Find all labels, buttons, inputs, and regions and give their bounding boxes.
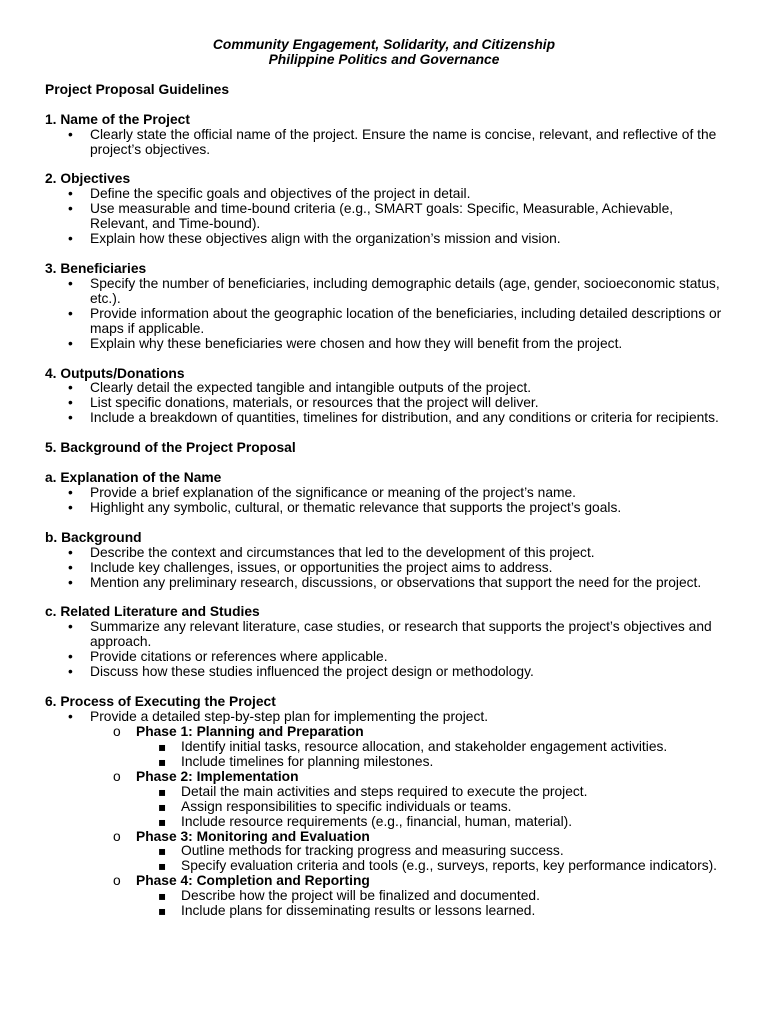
square-marker: ▪ — [158, 754, 167, 769]
sub-list-item-text: Assign responsibilities to specific individuals or teams. — [181, 798, 512, 814]
list-item-text: Provide a brief explanation of the significance or meaning of the project’s name. — [90, 485, 576, 501]
phase-title: Phase 1: Planning and Preparation — [136, 723, 364, 739]
sub-list-item — [0, 800, 768, 815]
sub-bullet-list — [0, 785, 768, 830]
phase-item — [0, 874, 768, 919]
bullet-marker: • — [68, 559, 73, 575]
list-item — [0, 381, 768, 396]
subsection-explanation-of-the-name — [0, 471, 768, 516]
list-item-text: Highlight any symbolic, cultural, or thematic relevance that supports the project’s goals. — [90, 499, 622, 515]
list-item — [0, 411, 768, 426]
square-marker: ▪ — [158, 844, 167, 859]
bullet-list — [0, 381, 768, 426]
section-outputs-donations — [0, 367, 768, 427]
bullet-marker: • — [68, 574, 73, 590]
subsection-heading: b. Background — [45, 529, 142, 545]
list-item — [0, 187, 768, 202]
section-heading: 3. Beneficiaries — [45, 261, 147, 276]
list-item — [0, 128, 768, 158]
sub-list-item-text: Describe how the project will be finalized and documented. — [181, 888, 540, 904]
phase-title-row — [0, 874, 768, 889]
bullet-list — [0, 620, 768, 680]
phase-title: Phase 2: Implementation — [136, 768, 299, 784]
phase-title-row — [0, 830, 768, 845]
bullet-marker: • — [68, 126, 73, 142]
phase-title: Phase 3: Monitoring and Evaluation — [136, 828, 370, 844]
list-item — [0, 307, 768, 337]
circle-marker: o — [113, 723, 121, 739]
bullet-list — [0, 277, 768, 352]
section-objectives — [0, 172, 768, 247]
subsection-heading: a. Explanation of the Name — [45, 470, 222, 486]
bullet-marker: • — [68, 395, 73, 411]
sub-list-item — [0, 785, 768, 800]
list-item — [0, 561, 768, 576]
bullet-marker: • — [68, 380, 73, 396]
sub-list-item-text: Include resource requirements (e.g., financial, human, material). — [181, 813, 573, 829]
section-heading: 1. Name of the Project — [45, 111, 190, 127]
list-item — [0, 710, 768, 725]
list-item-text: Use measurable and time-bound criteria (e.g., SMART goals: Specific, Measurable, Achievable, Relevant, and Time-bound). — [90, 201, 674, 232]
square-marker: ▪ — [158, 859, 167, 874]
section-background-of-proposal — [0, 441, 768, 680]
sub-list-item-text: Identify initial tasks, resource allocation, and stakeholder engagement activities. — [181, 738, 668, 754]
list-item-text: Mention any preliminary research, discussions, or observations that support the need for the project. — [90, 574, 702, 590]
list-item-text: Provide information about the geographic location of the beneficiaries, including detailed descriptions or maps if applicable. — [90, 305, 722, 336]
list-item-text: Provide a detailed step-by-step plan for implementing the project. — [90, 709, 489, 725]
section-heading: 2. Objectives — [45, 171, 131, 187]
sub-list-item — [0, 889, 768, 904]
circle-marker: o — [113, 828, 121, 844]
phase-title-row — [0, 770, 768, 785]
list-item-text: Describe the context and circumstances that led to the development of this project. — [90, 544, 595, 560]
phase-list — [0, 725, 768, 919]
bullet-marker: • — [68, 649, 73, 665]
square-marker: ▪ — [158, 739, 167, 754]
list-item-text: Summarize any relevant literature, case studies, or research that supports the project’s objectives and approach. — [90, 619, 712, 650]
bullet-list — [0, 710, 768, 725]
sub-bullet-list — [0, 740, 768, 770]
section-heading: 4. Outputs/Donations — [45, 365, 185, 381]
square-marker: ▪ — [158, 889, 167, 904]
list-item-text: Clearly state the official name of the project. Ensure the name is concise, relevant, and reflective of the project’s objectives. — [90, 126, 717, 157]
circle-marker: o — [113, 873, 121, 889]
list-item — [0, 337, 768, 352]
square-marker: ▪ — [158, 904, 167, 919]
circle-marker: o — [113, 768, 121, 784]
bullet-marker: • — [68, 485, 73, 501]
list-item-text: Explain how these objectives align with the organization’s mission and vision. — [90, 231, 561, 247]
sub-bullet-list — [0, 844, 768, 874]
sub-list-item-text: Specify evaluation criteria and tools (e.g., surveys, reports, key performance indicators). — [181, 858, 718, 874]
list-item — [0, 650, 768, 665]
section-name-of-the-project — [0, 113, 768, 158]
list-item — [0, 232, 768, 247]
bullet-marker: • — [68, 664, 73, 680]
list-item — [0, 277, 768, 307]
sub-list-item-text: Include timelines for planning milestones. — [181, 753, 434, 769]
list-item — [0, 202, 768, 232]
sub-list-item — [0, 859, 768, 874]
sub-list-item-text: Detail the main activities and steps required to execute the project. — [181, 783, 588, 799]
list-item-text: Include key challenges, issues, or opportunities the project aims to address. — [90, 559, 553, 575]
sub-list-item — [0, 755, 768, 770]
sub-list-item — [0, 904, 768, 919]
bullet-marker: • — [68, 186, 73, 202]
bullet-marker: • — [68, 335, 73, 351]
sub-bullet-list — [0, 889, 768, 919]
list-item-text: Discuss how these studies influenced the project design or methodology. — [90, 664, 534, 680]
list-item — [0, 396, 768, 411]
bullet-list — [0, 486, 768, 516]
sub-list-item — [0, 815, 768, 830]
list-item-text: Include a breakdown of quantities, timelines for distribution, and any conditions or criteria for recipients. — [90, 410, 719, 426]
square-marker: ▪ — [158, 799, 167, 814]
subsection-related-literature — [0, 605, 768, 680]
list-item-text: List specific donations, materials, or resources that the project will deliver. — [90, 395, 539, 411]
section-beneficiaries — [0, 262, 768, 352]
document-title: Project Proposal Guidelines — [45, 81, 230, 97]
bullet-marker: • — [68, 305, 73, 321]
square-marker: ▪ — [158, 814, 167, 829]
bullet-list — [0, 187, 768, 247]
subsection-background — [0, 531, 768, 591]
list-item — [0, 501, 768, 516]
bullet-marker: • — [68, 619, 73, 635]
sub-list-item-text: Include plans for disseminating results or lessons learned. — [181, 903, 536, 919]
list-item — [0, 665, 768, 680]
subsection-heading: c. Related Literature and Studies — [45, 604, 260, 620]
course-title: Community Engagement, Solidarity, and Citizenship — [212, 37, 556, 52]
section-process-of-executing — [0, 695, 768, 919]
bullet-marker: • — [68, 275, 73, 291]
section-heading: 6. Process of Executing the Project — [45, 694, 276, 710]
phase-item — [0, 830, 768, 875]
phase-title: Phase 4: Completion and Reporting — [136, 873, 370, 889]
bullet-marker: • — [68, 544, 73, 560]
list-item-text: Clearly detail the expected tangible and intangible outputs of the project. — [90, 380, 532, 396]
bullet-marker: • — [68, 709, 73, 725]
section-heading: 5. Background of the Project Proposal — [45, 440, 296, 456]
phase-title-row — [0, 725, 768, 740]
bullet-marker: • — [68, 499, 73, 515]
phase-item — [0, 725, 768, 770]
list-item-text: Provide citations or references where applicable. — [90, 649, 388, 665]
bullet-list — [0, 128, 768, 158]
sub-list-item — [0, 740, 768, 755]
phase-item — [0, 770, 768, 830]
list-item-text: Specify the number of beneficiaries, including demographic details (age, gender, socioeconomic status, etc.). — [90, 275, 720, 306]
bullet-marker: • — [68, 410, 73, 426]
list-item-text: Define the specific goals and objectives of the project in detail. — [90, 186, 471, 202]
sub-list-item — [0, 844, 768, 859]
list-item — [0, 576, 768, 591]
list-item — [0, 486, 768, 501]
subject-title: Philippine Politics and Governance — [268, 51, 500, 67]
document-header — [0, 38, 768, 68]
square-marker: ▪ — [158, 784, 167, 799]
bullet-marker: • — [68, 231, 73, 247]
list-item — [0, 546, 768, 561]
sub-list-item-text: Outline methods for tracking progress and measuring success. — [181, 843, 564, 859]
list-item-text: Explain why these beneficiaries were chosen and how they will benefit from the project. — [90, 335, 623, 351]
bullet-list — [0, 546, 768, 591]
list-item — [0, 620, 768, 650]
bullet-marker: • — [68, 201, 73, 217]
